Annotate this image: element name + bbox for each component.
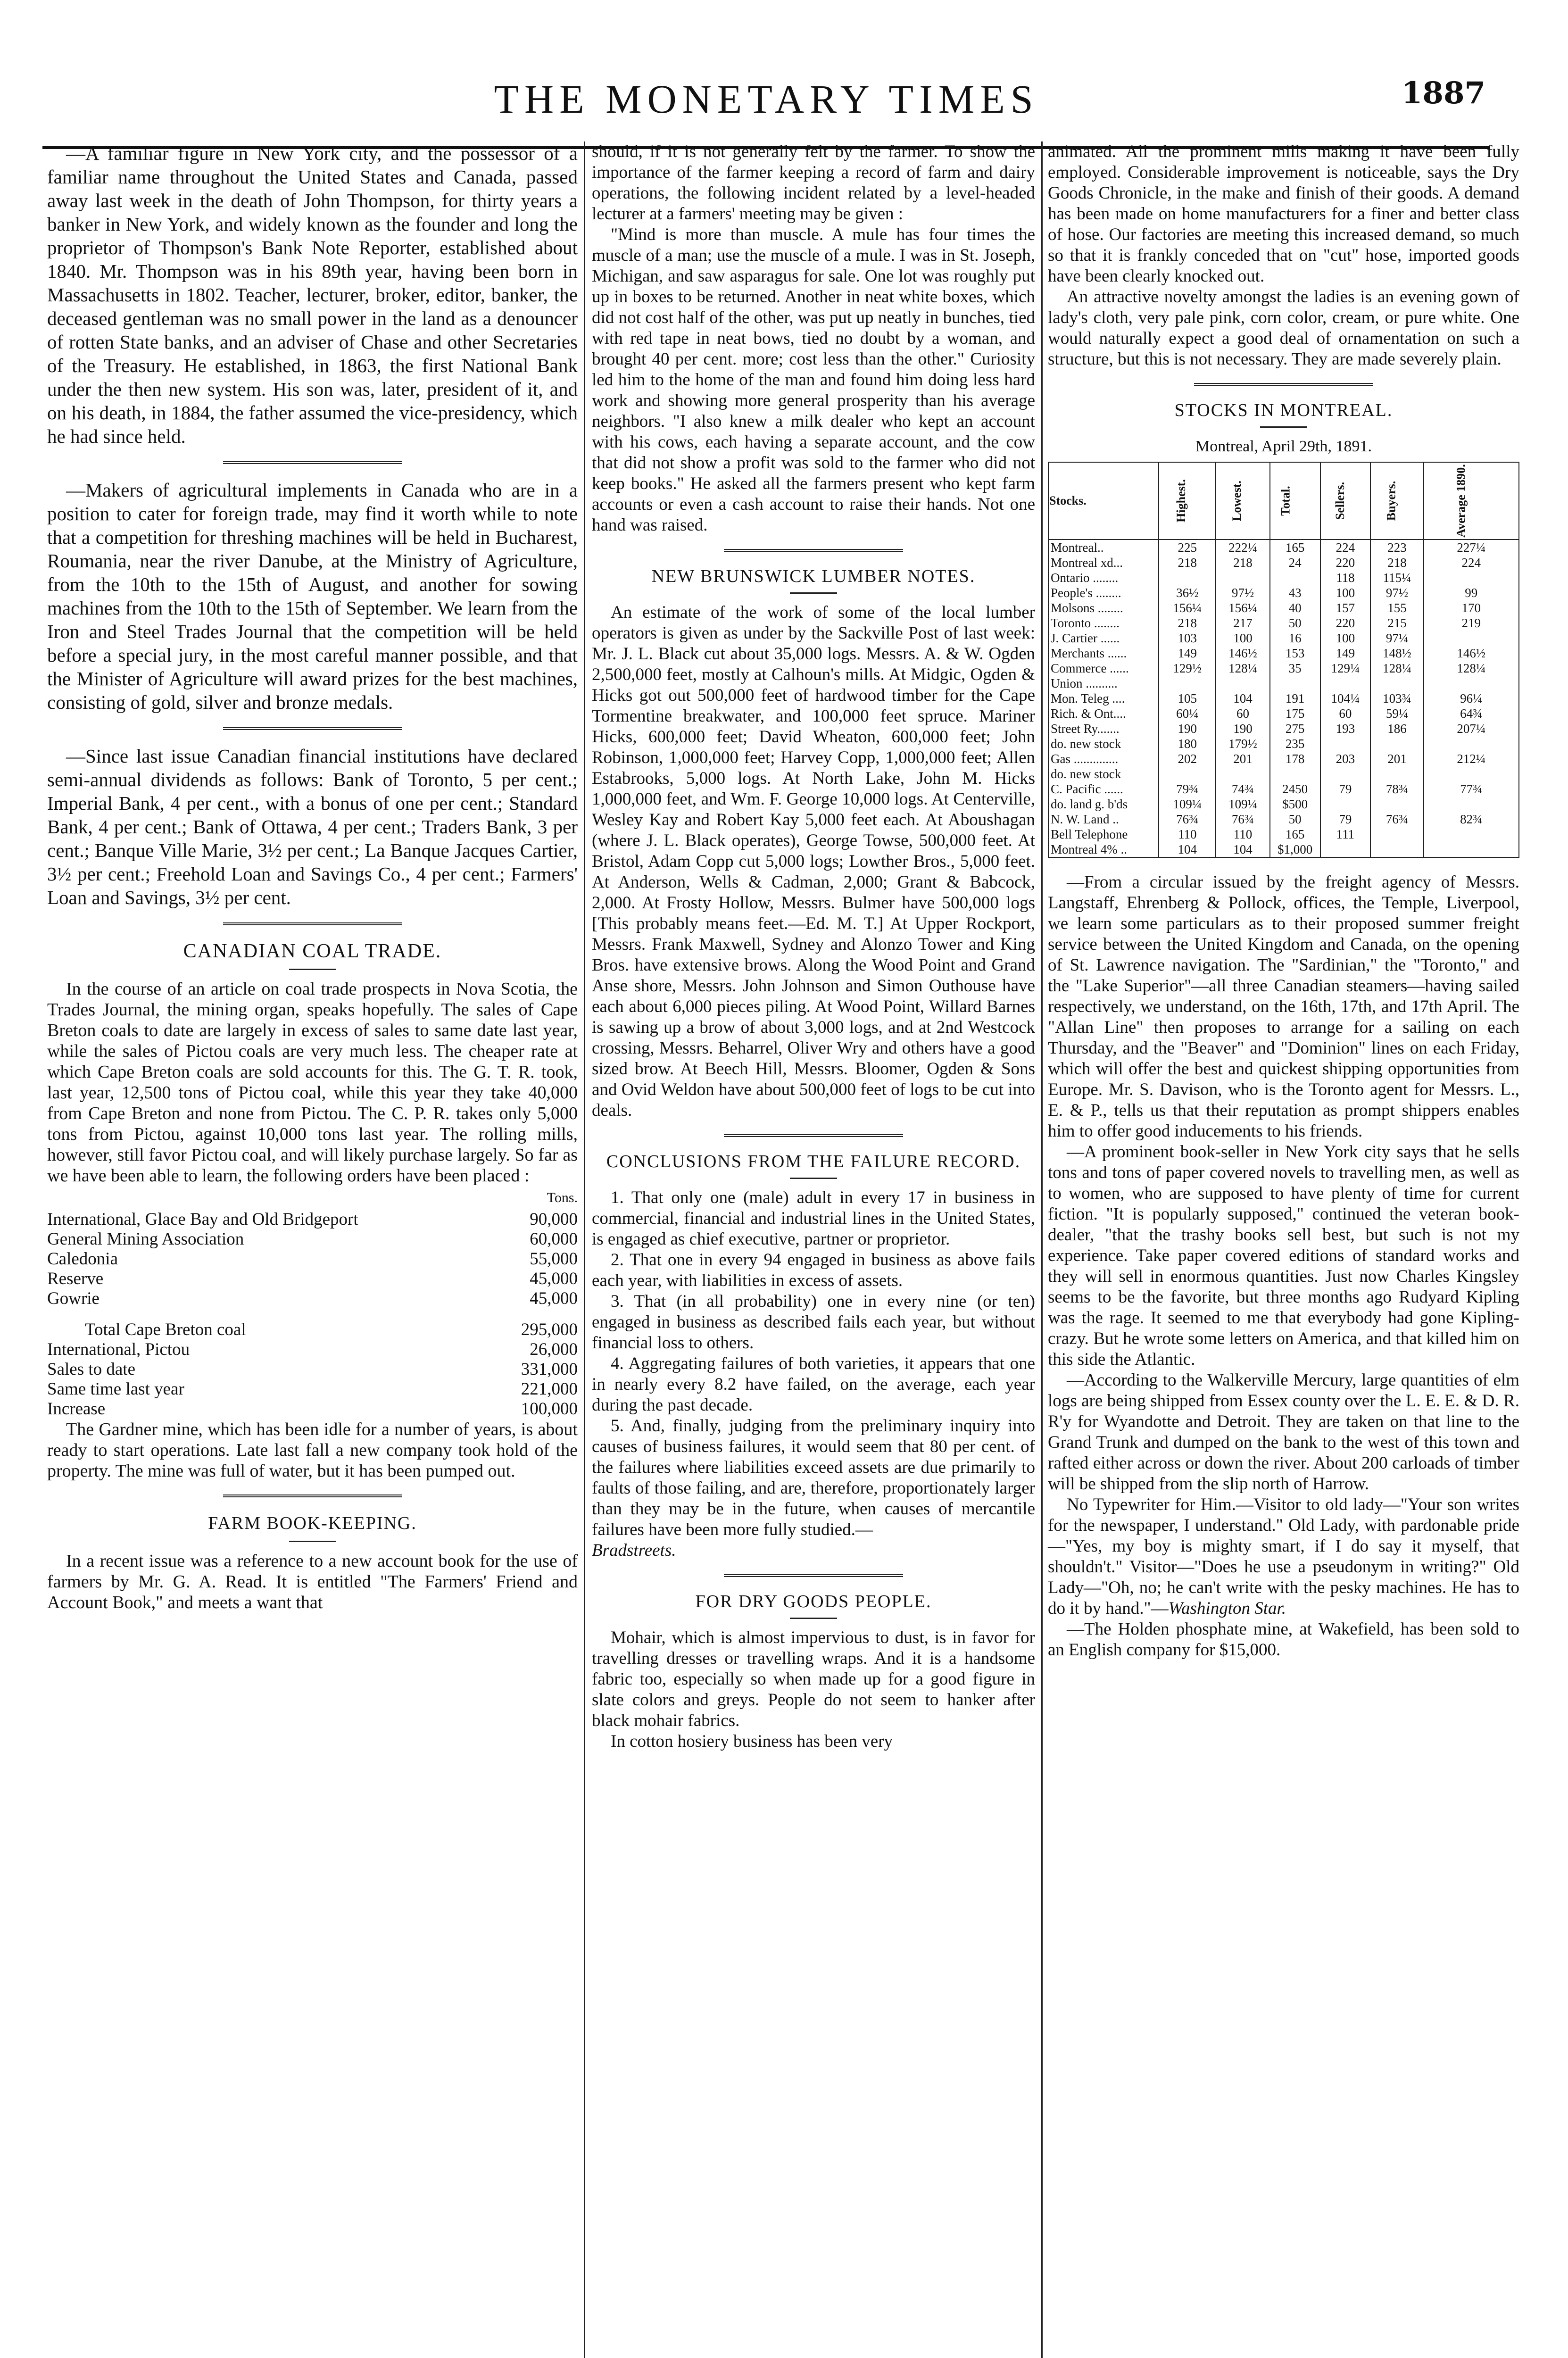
- article-evening-gown: An attractive novelty amongst the ladies is an evening gown of lady's cloth, very pale pink, corn color, cream, or pure white. One would naturally expect a good deal of ornamentation on such a structure, but this is not necessary. They are made severely plain.: [1048, 287, 1519, 369]
- stock-value: 275: [1270, 721, 1320, 736]
- stock-value: 99: [1424, 585, 1519, 600]
- stock-value: $500: [1270, 797, 1320, 812]
- stock-value: 146½: [1424, 646, 1519, 661]
- stock-value: 179½: [1216, 736, 1269, 751]
- stock-value: 225: [1159, 540, 1216, 555]
- article-thompson: —A familiar figure in New York city, and the possessor of a familiar name throughout the United States and Canada, passed away last week in the death of John Thompson, for thirty years a banker in New York, and widely known as the founder and long the proprietor of Thompson's Bank Note Reporter, established about 1840. Mr. Thompson was in his 89th year, having been born in Massachusetts in 1802. Teacher, lecturer, broker, editor, banker, the deceased gentleman was no small power in the land as a denouncer of rotten State banks, and an adviser of Chase and other Secretaries of the Treasury. He established, in 1863, the first National Bank under the then new system. His son was, later, president of it, and on his death, in 1884, the father assumed the vice-presidency, which he had since held.: [47, 142, 578, 447]
- stock-value: 165: [1270, 827, 1320, 842]
- stock-value: 50: [1270, 615, 1320, 631]
- stock-value: 157: [1320, 600, 1371, 615]
- stock-value: 104: [1159, 842, 1216, 857]
- stock-value: 153: [1270, 646, 1320, 661]
- stock-row: [1048, 751, 1519, 766]
- stock-value: 186: [1370, 721, 1423, 736]
- stock-name: Montreal xd...: [1048, 555, 1159, 570]
- heading-failure-record: CONCLUSIONS FROM THE FAILURE RECORD.: [606, 1152, 1021, 1171]
- stock-value: 156¼: [1216, 600, 1269, 615]
- failure-source: Bradstreets.: [592, 1541, 676, 1560]
- stock-name: Gas ..............: [1048, 751, 1159, 766]
- table-row: International, Pictou 26,000: [47, 1340, 578, 1359]
- stock-value: 224: [1424, 555, 1519, 570]
- stock-row: [1048, 766, 1519, 781]
- stock-value: [1424, 842, 1519, 857]
- stock-name: Montreal 4% ..: [1048, 842, 1159, 857]
- stock-value: 76¾: [1216, 812, 1269, 827]
- table-row: International, Glace Bay and Old Bridgeport 90,000: [47, 1210, 578, 1229]
- stock-value: [1320, 842, 1371, 857]
- stock-value: 110: [1216, 827, 1269, 842]
- stock-name: Union ..........: [1048, 676, 1159, 691]
- stock-value: 129½: [1159, 661, 1216, 676]
- article-agricultural-implements: —Makers of agricultural implements in Canada who are in a position to cater for foreign trade, may find it worth while to note that a competition for threshing machines will be held in Bucharest, Roumania, near the river Danube, at the Ministry of Agriculture, from the 10th to the 15th of August, and another for sowing machines from the 10th to the 15th of September. We learn from the Iron and Steel Trades Journal that the competition will be held before a special jury, in the most careful manner possible, and that the Minister of Agriculture will award prizes for the best machines, consisting of gold, silver and bronze medals.: [47, 479, 578, 713]
- stock-row: [1048, 706, 1519, 721]
- stock-row: [1048, 842, 1519, 857]
- stock-name: do. new stock: [1048, 766, 1159, 781]
- stock-name: Street Ry.......: [1048, 721, 1159, 736]
- stock-value: 110: [1159, 827, 1216, 842]
- stock-value: 191: [1270, 691, 1320, 706]
- article-farm-continued: should, if it is not generally felt by the farmer. To show the importance of the farmer keeping a record of farm and dairy operations, the following incident related by a level-headed lecturer at a farmers' meeting may be given :: [592, 142, 1035, 224]
- stock-row: [1048, 797, 1519, 812]
- stock-value: [1270, 766, 1320, 781]
- stock-name: Mon. Teleg ....: [1048, 691, 1159, 706]
- stock-row: [1048, 812, 1519, 827]
- stock-value: [1424, 676, 1519, 691]
- coal-orders-table: [47, 1210, 578, 1419]
- article-book-seller: —A prominent book-seller in New York city says that he sells tons and tons of paper covered novels to travelling men, as well as to women, who are supposed to have plenty of time for current fiction. "It is popularly supposed," continued the veteran book-dealer, "that the trashy books sell best, but such is not my experience. Take paper covered editions of standard works and they will sell in enormous quantities. Just now Charles Kingsley seems to be the favorite, but three months ago Rudyard Kipling was the rage. It seemed to me that everybody had gone Kipling-crazy. But he wrote some letters on America, and that killed him on this side the Atlantic.: [1048, 1142, 1519, 1369]
- table-row: Caledonia 55,000: [47, 1249, 578, 1269]
- stock-value: 220: [1320, 615, 1371, 631]
- stock-name: Montreal..: [1048, 540, 1159, 555]
- stock-value: 219: [1424, 615, 1519, 631]
- stock-value: 190: [1216, 721, 1269, 736]
- stock-row: [1048, 600, 1519, 615]
- stock-value: [1320, 766, 1371, 781]
- coal-tons-label: Tons.: [547, 1190, 578, 1205]
- stock-value: 60: [1320, 706, 1371, 721]
- failure-item: 3. That (in all probability) one in every nine (or ten) engaged in business as described fails each year, but without financial loss to others.: [592, 1292, 1035, 1353]
- stock-value: [1159, 676, 1216, 691]
- stock-name: Merchants ......: [1048, 646, 1159, 661]
- divider: [724, 1134, 903, 1138]
- stock-value: 220: [1320, 555, 1371, 570]
- stock-name: Rich. & Ont....: [1048, 706, 1159, 721]
- stock-value: [1424, 736, 1519, 751]
- article-mind-muscle: "Mind is more than muscle. A mule has four times the muscle of a man; use the muscle of a mule. I was in St. Joseph, Michigan, and saw asparagus for sale. One lot was roughly put up in boxes to be returned. Another in neat white boxes, which did not cost half of the other, was put up neatly in bunches, tied with red tape in neat bows, tied no doubt by a woman, and brought 40 per cent. more; cost less than the other." Curiosity led him to the home of the man and found him doing less hard work and showing more general prosperity than his average neighbors. "I also knew a milk dealer who kept an account with his cows, each having a separate account, and the cow that did not show a profit was sold to the farmer who did not keep books." He asked all the farmers present who kept farm accounts or even a cash account to raise their hands. Not one hand was raised.: [592, 225, 1035, 535]
- column-3: [1048, 141, 1519, 1661]
- stock-value: [1370, 842, 1423, 857]
- stock-name: People's ........: [1048, 585, 1159, 600]
- stock-name: Bell Telephone: [1048, 827, 1159, 842]
- stock-name: Toronto ........: [1048, 615, 1159, 631]
- stock-value: 128¼: [1424, 661, 1519, 676]
- stock-value: 235: [1270, 736, 1320, 751]
- stock-value: [1159, 766, 1216, 781]
- stock-value: [1424, 570, 1519, 585]
- heading-dry-goods: FOR DRY GOODS PEOPLE.: [695, 1592, 932, 1611]
- col-header-stocks: Stocks.: [1048, 462, 1159, 540]
- stock-value: 146½: [1216, 646, 1269, 661]
- stock-value: [1370, 736, 1423, 751]
- stock-value: 64¾: [1424, 706, 1519, 721]
- article-gardner-mine: The Gardner mine, which has been idle for a number of years, is about ready to start operations. Late last fall a new company took hold of the property. The mine was full of water, but it has been pumped out.: [47, 1420, 578, 1481]
- divider: [790, 592, 837, 594]
- stock-row: [1048, 661, 1519, 676]
- stock-value: 128¼: [1216, 661, 1269, 676]
- stock-value: 193: [1320, 721, 1371, 736]
- stock-value: 129¼: [1320, 661, 1371, 676]
- newspaper-title: THE MONETARY TIMES: [494, 76, 1039, 122]
- stock-value: 103¾: [1370, 691, 1423, 706]
- stock-value: 203: [1320, 751, 1371, 766]
- stock-row: [1048, 691, 1519, 706]
- article-hosiery: In cotton hosiery business has been very: [611, 1732, 893, 1751]
- stock-value: [1320, 797, 1371, 812]
- column-divider: [584, 141, 585, 2358]
- stock-value: 100: [1320, 631, 1371, 646]
- stock-value: 74¾: [1216, 781, 1269, 797]
- stock-value: 24: [1270, 555, 1320, 570]
- divider: [289, 1541, 336, 1542]
- table-row: Gowrie 45,000: [47, 1289, 578, 1308]
- article-dividends: —Since last issue Canadian financial institutions have declared semi-annual dividends as follows: Bank of Toronto, 5 per cent.; Imperial Bank, 4 per cent., with a bonus of one per cent.; Standard Bank, 4 per cent.; Bank of Ottawa, 4 per cent.; Traders Bank, 3 per cent.; Banque Ville Marie, 3½ per cent.; La Banque Jacques Cartier, 3½ per cent.; Freehold Loan and Savings Co., 4 per cent.; Farmers' Loan and Savings, 3½ per cent.: [47, 745, 578, 908]
- stock-value: [1270, 676, 1320, 691]
- stock-value: 218: [1370, 555, 1423, 570]
- stock-value: 128¼: [1370, 661, 1423, 676]
- stock-value: [1270, 570, 1320, 585]
- stock-value: [1370, 797, 1423, 812]
- col-header-sellers: Sellers.: [1320, 462, 1371, 540]
- stock-value: 36½: [1159, 585, 1216, 600]
- col-header-buyers: Buyers.: [1370, 462, 1423, 540]
- stock-value: 97¼: [1370, 631, 1423, 646]
- stock-value: 103: [1159, 631, 1216, 646]
- stock-name: Molsons ........: [1048, 600, 1159, 615]
- stock-value: [1424, 797, 1519, 812]
- stock-value: 218: [1216, 555, 1269, 570]
- stock-value: [1320, 676, 1371, 691]
- stock-value: 76¾: [1159, 812, 1216, 827]
- stock-value: 215: [1370, 615, 1423, 631]
- divider: [790, 1618, 837, 1619]
- stock-value: 105: [1159, 691, 1216, 706]
- heading-coal-trade: CANADIAN COAL TRADE.: [183, 940, 442, 962]
- heading-stocks: STOCKS IN MONTREAL.: [1174, 400, 1393, 420]
- stock-row: [1048, 676, 1519, 691]
- article-mohair: Mohair, which is almost impervious to dust, is in favor for travelling dresses or travelling wraps. And it is a handsome fabric too, especially so when made up for a good figure in slate colors and greys. People do not seem to hanker after black mohair fabrics.: [592, 1628, 1035, 1730]
- stock-value: 149: [1320, 646, 1371, 661]
- stock-row: [1048, 646, 1519, 661]
- stock-value: 170: [1424, 600, 1519, 615]
- stock-value: 2450: [1270, 781, 1320, 797]
- article-typewriter: No Typewriter for Him.—Visitor to old lady—"Your son writes for the newspaper, I understand." Old Lady, with pardonable pride—"Yes, my boy is mighty smart, if I do say it myself, that shouldn't." Visitor—"Does he use a pseudonym in writing?" Old Lady—"Oh, no; he can't write with the pesky machines. He has to do it by hand."—Washington Star.: [1048, 1495, 1519, 1618]
- stock-value: 104¼: [1320, 691, 1371, 706]
- stock-value: [1424, 631, 1519, 646]
- stock-value: [1424, 827, 1519, 842]
- stock-value: 218: [1159, 615, 1216, 631]
- stock-value: 190: [1159, 721, 1216, 736]
- column-1: [47, 141, 578, 1613]
- stock-value: [1216, 766, 1269, 781]
- stock-value: 50: [1270, 812, 1320, 827]
- stock-value: 224: [1320, 540, 1371, 555]
- stock-value: $1,000: [1270, 842, 1320, 857]
- stock-value: 109¼: [1159, 797, 1216, 812]
- table-row: Total Cape Breton coal 295,000: [85, 1320, 578, 1339]
- stock-value: 104: [1216, 842, 1269, 857]
- stock-row: [1048, 736, 1519, 751]
- article-phosphate: —The Holden phosphate mine, at Wakefield, has been sold to an English company for $15,000.: [1048, 1619, 1519, 1660]
- stock-value: 100: [1216, 631, 1269, 646]
- table-row: General Mining Association 60,000: [47, 1229, 578, 1249]
- stock-row: [1048, 827, 1519, 842]
- stock-value: 201: [1216, 751, 1269, 766]
- stock-value: 35: [1270, 661, 1320, 676]
- stock-row: [1048, 781, 1519, 797]
- stock-value: 100: [1320, 585, 1371, 600]
- stock-value: 16: [1270, 631, 1320, 646]
- divider: [289, 969, 336, 970]
- stock-row: [1048, 570, 1519, 585]
- table-row: Reserve 45,000: [47, 1269, 578, 1288]
- stock-value: 79¾: [1159, 781, 1216, 797]
- divider: [1260, 426, 1307, 428]
- page-number: 1887: [1401, 75, 1485, 111]
- stock-row: [1048, 555, 1519, 570]
- failure-item: 5. And, finally, judging from the preliminary inquiry into causes of business failures, it would seem that 80 per cent. of the failures where liabilities exceed assets are due primarily to faults of those failing, and are, therefore, proportionately larger than they may be in the future, when causes of mercantile failures have been more fully studied.—: [592, 1416, 1035, 1539]
- stock-value: 148½: [1370, 646, 1423, 661]
- stock-row: [1048, 615, 1519, 631]
- failure-item: 1. That only one (male) adult in every 17 in business in commercial, financial and industrial lines in the United States, is engaged as chief executive, partner or proprietor.: [592, 1188, 1035, 1249]
- stock-value: [1159, 570, 1216, 585]
- stocks-table: [1048, 462, 1519, 858]
- stock-value: 212¼: [1424, 751, 1519, 766]
- stock-value: 165: [1270, 540, 1320, 555]
- stock-value: [1370, 766, 1423, 781]
- stock-value: 227¼: [1424, 540, 1519, 555]
- divider: [223, 1495, 402, 1498]
- stock-value: [1370, 676, 1423, 691]
- table-row: Same time last year 221,000: [47, 1379, 578, 1399]
- stock-value: 43: [1270, 585, 1320, 600]
- divider: [790, 1178, 837, 1179]
- stock-value: 207¼: [1424, 721, 1519, 736]
- divider: [724, 549, 903, 553]
- stock-value: 201: [1370, 751, 1423, 766]
- stocks-date: Montreal, April 29th, 1891.: [1195, 438, 1372, 455]
- table-row: Increase 100,000: [47, 1399, 578, 1419]
- stock-row: [1048, 540, 1519, 555]
- typewriter-source: Washington Star.: [1168, 1599, 1286, 1618]
- stock-name: Commerce ......: [1048, 661, 1159, 676]
- divider: [223, 461, 402, 465]
- article-nb-lumber: An estimate of the work of some of the local lumber operators is given as under by the Sackville Post of last week: Mr. J. L. Black cut about 35,000 logs. Messrs. A. & W. Ogden 2,500,000 feet, mostly at Calhoun's mills. At Midgic, Ogden & Hicks got out 500,000 feet of hardwood timber for the Cape Tormentine breakwater, and 100,000 feet spruce. Mariner Hicks, 600,000 feet; David Wheaton, 600,000 feet; John Robinson, 1,000,000 feet; Harvey Copp, 1,000,000 feet; Allen Estabrooks, 5,000 logs. At North Lake, John M. Hicks 1,000,000 feet, and Wm. F. George 10,000 logs. At Centerville, Wesley Kay and Robert Kay 5,000 feet each. At Aboushagan (where J. L. Black operates), George Towse, 500,000 feet. At Bristol, Adam Copp cut 5,000 logs; Lowther Bros., 5,000 feet. At Anderson, Wells & Cadman, 2,000; Grant & Babcock, 2,000. At Frosty Hollow, Messrs. Bulmer have 500,000 logs [This probably means feet.—Ed. M. T.] At Upper Rockport, Messrs. Frank Maxwell, Sydney and Alonzo Tower and King Bros. have extensive brows. Along the Wood Point and Grand Anse shore, Messrs. John Johnson and Simon Outhouse have each about 6,000 pieces piling. At Wood Point, Willard Barnes is sawing up a brow of about 3,000 logs, and at 2nd Westcock crossing, Messrs. Beharrel, Oliver Wry and others have a good sized brow. At Beech Hill, Messrs. Bloomer, Ogden & Sons and Ovid Weldon have about 500,000 feet of logs to be cut into deals.: [592, 603, 1035, 1120]
- stock-value: [1216, 570, 1269, 585]
- article-farm-bookkeeping: In a recent issue was a reference to a new account book for the use of farmers by Mr. G. A. Read. It is entitled "The Farmers' Friend and Account Book," and meets a want that: [47, 1551, 578, 1612]
- col-header-highest: Highest.: [1159, 462, 1216, 540]
- table-row: Sales to date 331,000: [47, 1360, 578, 1379]
- stock-value: 40: [1270, 600, 1320, 615]
- col-header-average: Average 1890.: [1424, 462, 1519, 540]
- stock-value: 79: [1320, 781, 1371, 797]
- stock-value: 118: [1320, 570, 1371, 585]
- stock-value: 111: [1320, 827, 1371, 842]
- stock-name: Ontario ........: [1048, 570, 1159, 585]
- column-divider: [1041, 141, 1043, 2358]
- stock-value: 155: [1370, 600, 1423, 615]
- failure-item: 2. That one in every 94 engaged in business as above fails each year, with liabilities in excess of assets.: [592, 1250, 1035, 1290]
- stock-value: 77¾: [1424, 781, 1519, 797]
- stock-value: 76¾: [1370, 812, 1423, 827]
- stock-value: [1320, 736, 1371, 751]
- divider: [724, 1574, 903, 1578]
- stock-value: 96¼: [1424, 691, 1519, 706]
- stock-value: 78¾: [1370, 781, 1423, 797]
- stock-row: [1048, 631, 1519, 646]
- stock-value: 97½: [1216, 585, 1269, 600]
- stock-value: 82¾: [1424, 812, 1519, 827]
- stock-value: 60: [1216, 706, 1269, 721]
- article-freight-agency: —From a circular issued by the freight agency of Messrs. Langstaff, Ehrenberg & Pollock, offices, the Temple, Liverpool, we learn some particulars as to their proposed summer freight service between the United Kingdom and Canada, on the opening of St. Lawrence navigation. The "Sardinian," the "Toronto," and the "Lake Superior"—all three Canadian steamers—having sailed respectively, we understand, on the 16th, 17th, and 17th April. The "Allan Line" then proposes to arrange for a sailing on each Thursday, and the "Beaver" and "Dominion" lines on each Friday, which will offer the best and quickest shipping opportunities from Europe. Mr. S. Davison, who is the Toronto agent for Messrs. L., E. & P., tells us that their reputation as prompt shippers enables him to offer good inducements to his friends.: [1048, 872, 1519, 1141]
- heading-nb-lumber: NEW BRUNSWICK LUMBER NOTES.: [651, 566, 976, 586]
- stock-name: J. Cartier ......: [1048, 631, 1159, 646]
- column-2: [592, 141, 1035, 1752]
- stock-value: 104: [1216, 691, 1269, 706]
- stock-value: 59¼: [1370, 706, 1423, 721]
- stock-value: 178: [1270, 751, 1320, 766]
- article-walkerville: —According to the Walkerville Mercury, large quantities of elm logs are being shipped from Essex county over the L. E. E. & D. R. R'y for Wyandotte and Detroit. They are taken on that line to the Grand Trunk and dumped on the bank to the west of this town and rafted either across or down the river. About 200 carloads of timber will be shipped from the slip north of Harrow.: [1048, 1370, 1519, 1494]
- article-coal-trade: In the course of an article on coal trade prospects in Nova Scotia, the Trades Journal, the mining organ, speaks hopefully. The sales of Cape Breton coals to date are largely in excess of sales to same date last year, while the sales of Pictou coals are very much less. The cheaper rate at which Cape Breton coals are sold accounts for this. The G. T. R. took, last year, 12,500 tons of Pictou coal, while this year they take 40,000 from Cape Breton and none from Pictou. The C. P. R. takes only 5,000 tons from Pictou, against 10,000 tons last year. The rolling mills, however, still favor Pictou coal, and will likely purchase largely. So far as we have been able to learn, the following orders have been placed :: [47, 979, 578, 1186]
- stock-value: 109¼: [1216, 797, 1269, 812]
- stock-value: 202: [1159, 751, 1216, 766]
- stock-value: 149: [1159, 646, 1216, 661]
- stock-value: 218: [1159, 555, 1216, 570]
- failure-item: 4. Aggregating failures of both varieties, it appears that one in nearly every 8.2 have failed, on the average, each year during the past decade.: [592, 1354, 1035, 1415]
- stock-value: 217: [1216, 615, 1269, 631]
- stock-value: 175: [1270, 706, 1320, 721]
- divider: [223, 727, 402, 731]
- stock-value: [1370, 827, 1423, 842]
- col-header-lowest: Lowest.: [1216, 462, 1269, 540]
- stock-value: [1216, 676, 1269, 691]
- heading-farm-bookkeeping: FARM BOOK-KEEPING.: [208, 1513, 417, 1533]
- stock-value: 156¼: [1159, 600, 1216, 615]
- stock-value: [1424, 766, 1519, 781]
- stock-value: 79: [1320, 812, 1371, 827]
- article-hosiery-continued: animated. All the prominent mills making it have been fully employed. Considerable improvement is noticeable, says the Dry Goods Chronicle, in the make and finish of their goods. A demand has been made on home manufacturers for a finer and better class of hose. Our factories are meeting this increased demand, so much so that it is frankly conceded that on "cut" hose, imported goods have been clearly knocked out.: [1048, 142, 1519, 286]
- col-header-total: Total.: [1270, 462, 1320, 540]
- stock-name: do. new stock: [1048, 736, 1159, 751]
- stock-value: 222¼: [1216, 540, 1269, 555]
- stock-value: 97½: [1370, 585, 1423, 600]
- stock-value: 223: [1370, 540, 1423, 555]
- divider: [223, 922, 402, 926]
- table-header-row: [1048, 462, 1519, 540]
- stock-value: 60¼: [1159, 706, 1216, 721]
- stock-name: N. W. Land ..: [1048, 812, 1159, 827]
- divider: [1194, 383, 1373, 387]
- stock-row: [1048, 585, 1519, 600]
- stock-value: 180: [1159, 736, 1216, 751]
- stock-name: do. land g. b'ds: [1048, 797, 1159, 812]
- stock-value: 115¼: [1370, 570, 1423, 585]
- stock-row: [1048, 721, 1519, 736]
- stock-name: C. Pacific ......: [1048, 781, 1159, 797]
- masthead: [42, 75, 1490, 149]
